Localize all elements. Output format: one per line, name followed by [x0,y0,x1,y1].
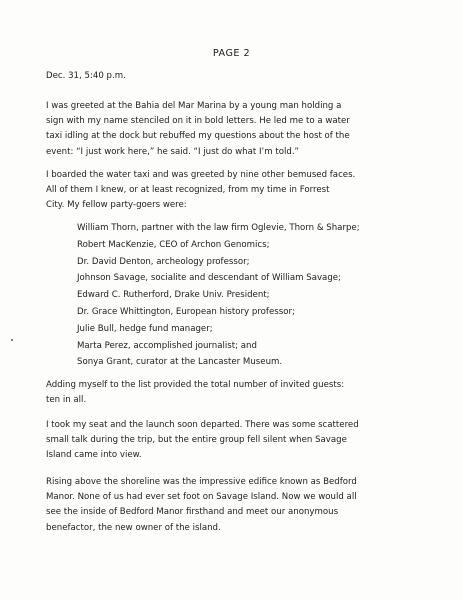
text-line: ten in all. [46,395,87,406]
text-line: sign with my name stenciled on it in bold letters. He led me to a water [46,116,350,127]
text-line: small talk during the trip, but the entire group fell silent when Savage [46,435,347,446]
text-line: I was greeted at the Bahia del Mar Marina by a young man holding a [46,101,342,111]
text-line: Manor. None of us had ever set foot on Savage Island. Now we would all [46,492,357,503]
paragraph-arrival [46,99,441,160]
text-line: Island came into view. [46,450,142,461]
text-line: City. My fellow party-goers were: [46,200,187,211]
guest-list-item: Sonya Grant, curator at the Lancaster Museum. [77,357,283,368]
text-line: All of them I knew, or at least recognized, from my time in Forrest [46,185,330,196]
text-line: event: “I just work here,” he said. “I just do what I’m told.” [46,146,299,157]
paragraph-guest-count [46,378,441,408]
guest-list-item: William Thorn, partner with the law firm Oglevie, Thorn & Sharpe; [77,223,360,233]
text-line: I took my seat and the launch soon departed. There was some scattered [46,420,359,430]
guest-list-item: Dr. David Denton, archeology professor; [77,256,250,267]
dateline: Dec. 31, 5:40 p.m. [46,71,126,81]
text-line: see the inside of Bedford Manor firsthand and meet our anonymous [46,507,339,518]
text-line: Rising above the shoreline was the impressive edifice known as Bedford [46,477,357,487]
guest-list-item: Dr. Grace Whittington, European history professor; [77,306,295,317]
guest-list-item: Johnson Savage, socialite and descendant of William Savage; [77,273,341,284]
guest-list-item: Julie Bull, hedge fund manager; [77,323,213,334]
paragraph-departure [46,418,441,464]
guest-list-item: Edward C. Rutherford, Drake Univ. President; [77,290,270,301]
guest-list [77,220,437,371]
text-line: benefactor, the new owner of the island. [46,522,221,533]
text-line: taxi idling at the dock but rebuffed my questions about the host of the [46,131,350,142]
page-header: PAGE 2 [212,48,251,59]
guest-list-item: Robert MacKenzie, CEO of Archon Genomics; [77,239,270,250]
guest-list-item: Marta Perez, accomplished journalist; and [77,340,257,351]
scan-speck [11,339,13,341]
text-line: Adding myself to the list provided the total number of invited guests: [46,380,345,390]
paragraph-bedford-manor [46,475,441,536]
paragraph-boarding [46,168,441,214]
text-line: I boarded the water taxi and was greeted by nine other bemused faces. [46,170,356,180]
